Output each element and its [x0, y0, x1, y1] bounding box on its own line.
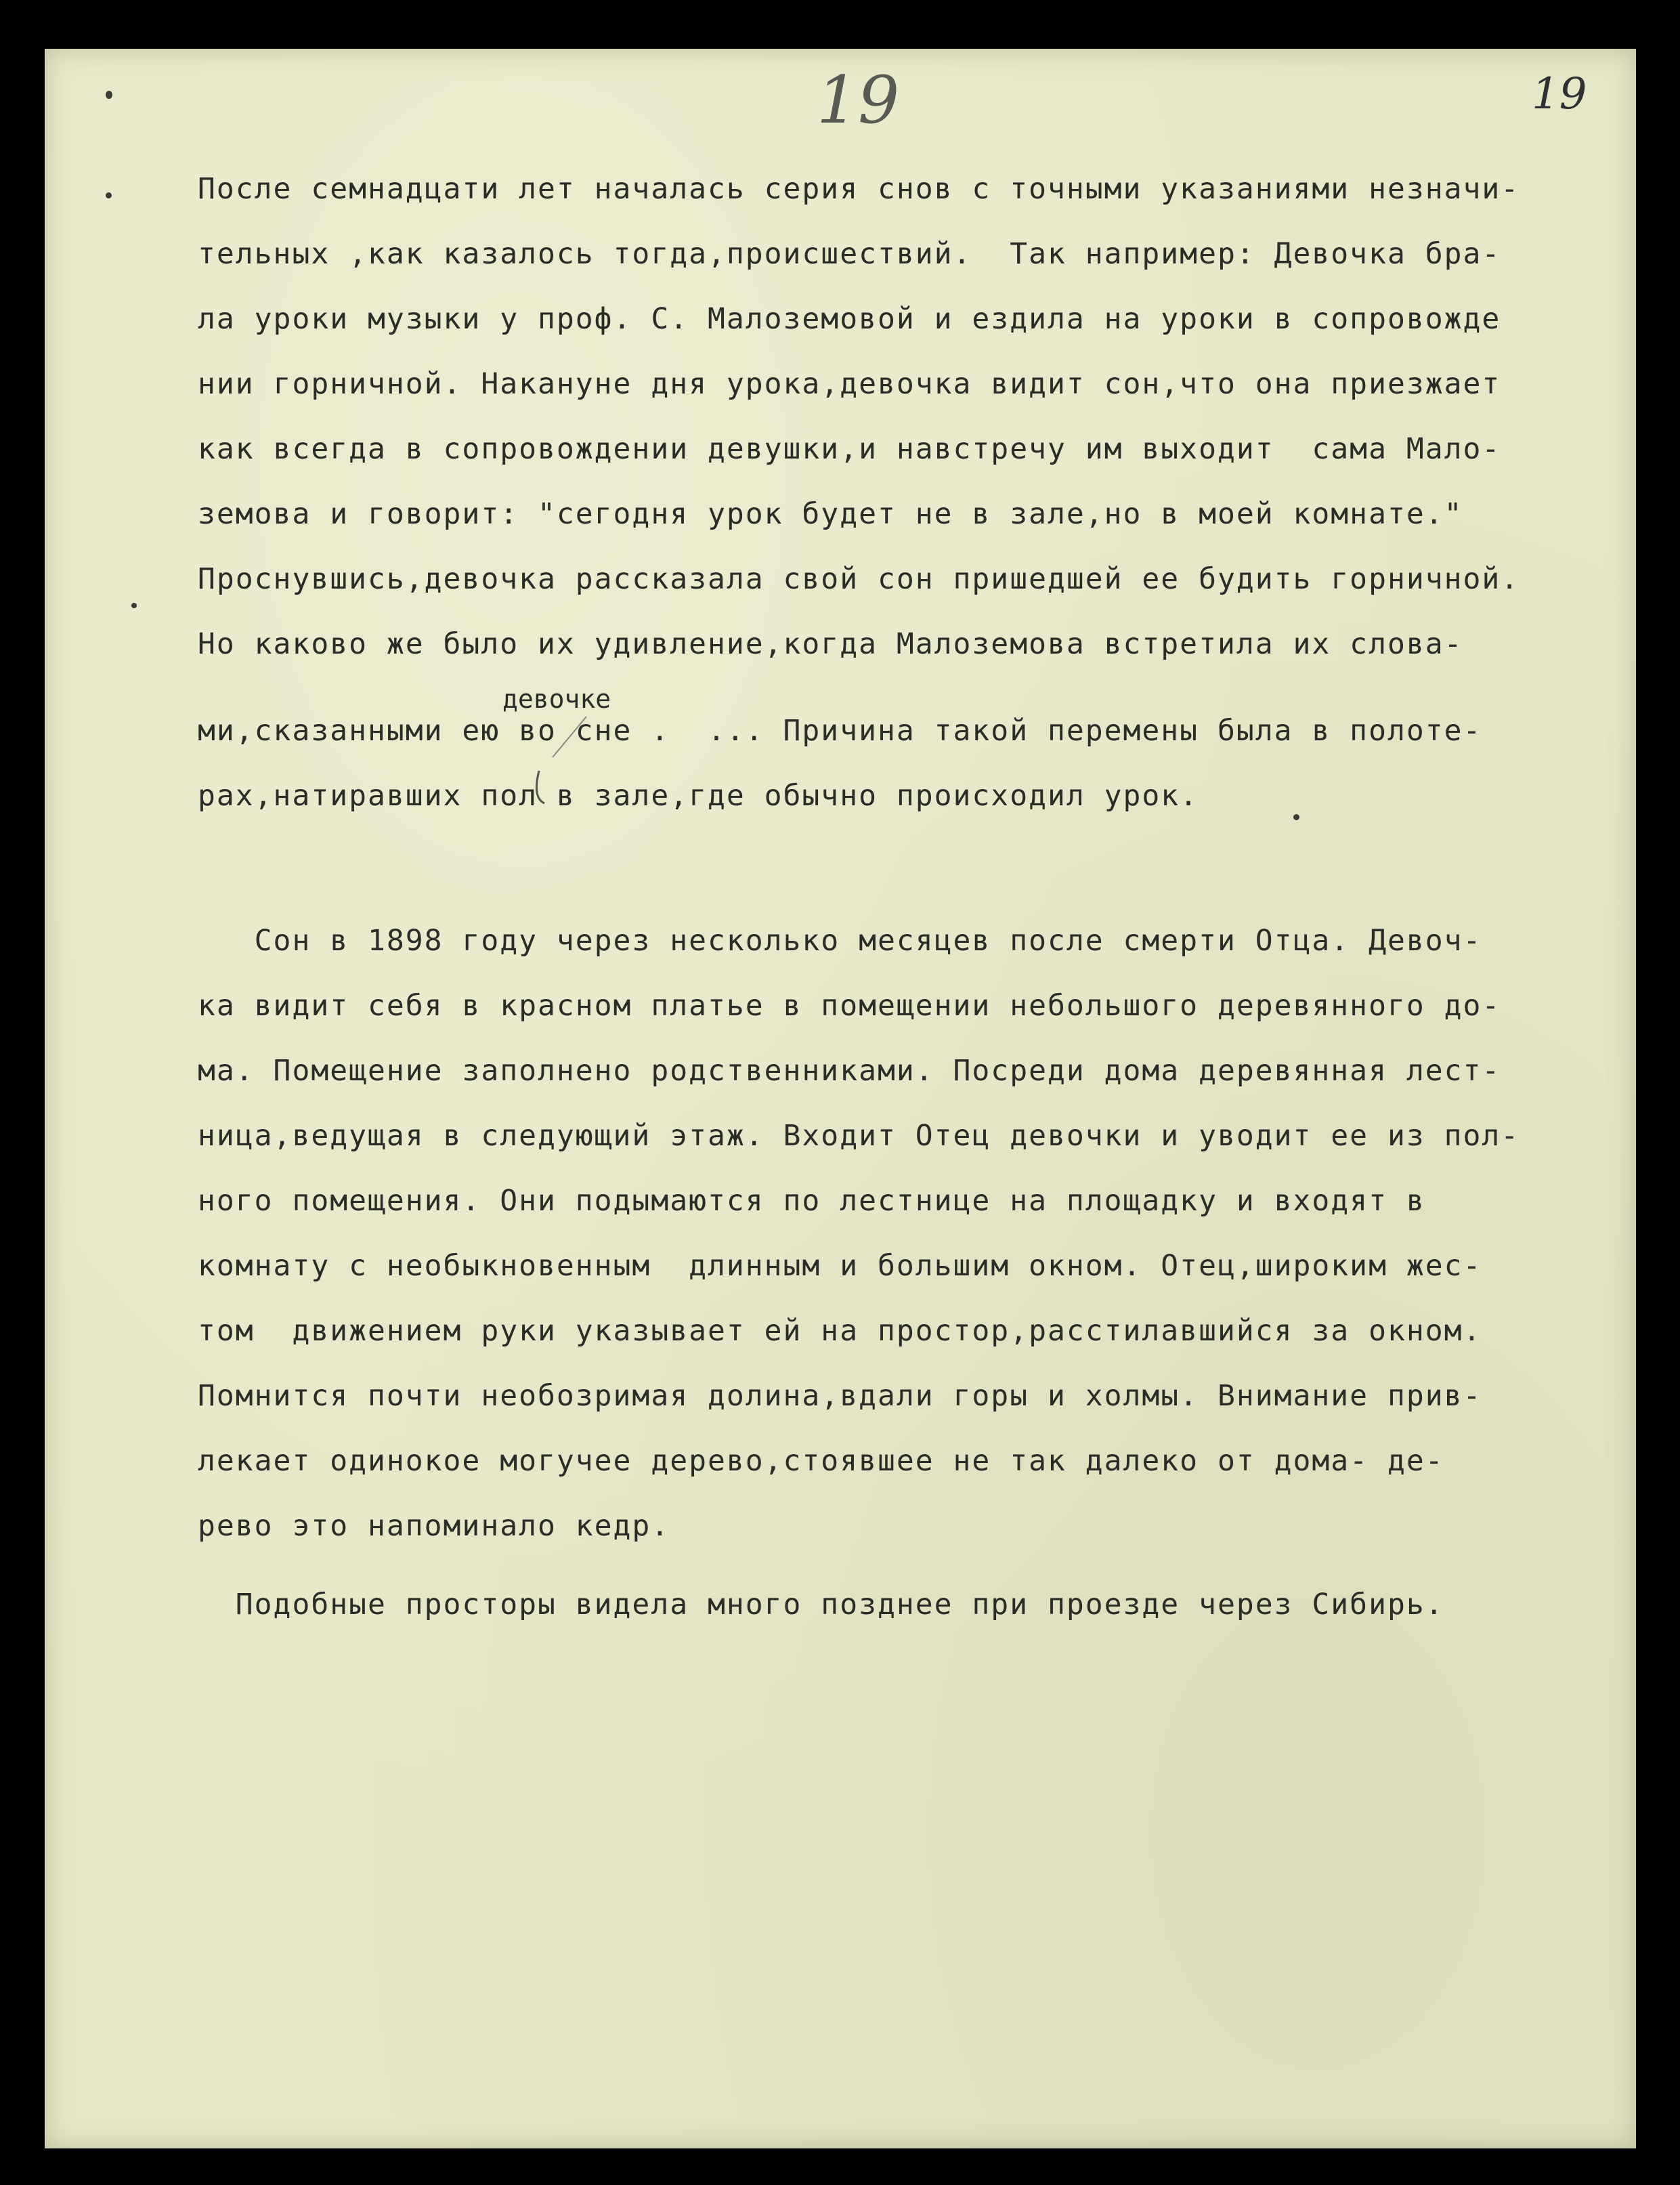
paragraph1-line: Но каково же было их удивление,когда Малоземова встретила их слова-: [198, 627, 1463, 661]
paragraph2-line: Сон в 1898 году через несколько месяцев после смерти Отца. Девоч-: [198, 924, 1482, 958]
paragraph2-line: комнату с необыкновенным длинным и большим окном. Отец,широким жес-: [198, 1249, 1482, 1283]
stamped-folio-number: 19: [1532, 69, 1587, 119]
paragraph3-line: Подобные просторы видела много позднее при проезде через Сибирь.: [198, 1588, 1444, 1621]
interlinear-insertion: девочке: [502, 684, 611, 714]
paragraph1-line: земова и говорит: "сегодня урок будет не в зале,но в моей комнате.": [198, 497, 1463, 531]
document-page: [45, 49, 1636, 2148]
paragraph2-line: ного помещения. Они подымаются по лестнице на площадку и входят в: [198, 1184, 1425, 1218]
paragraph2-line: ма. Помещение заполнено родственниками. Посреди дома деревянная лест-: [198, 1054, 1501, 1088]
paragraph1-line: Проснувшись,девочка рассказала свой сон пришедшей ее будить горничной.: [198, 562, 1520, 596]
paragraph2-line: лекает одинокое могучее дерево,стоявшее не так далеко от дома- де-: [198, 1444, 1444, 1478]
margin-mark: [106, 91, 112, 99]
paragraph1-line: нии горничной. Накануне дня урока,девочка видит сон,что она приезжает: [198, 367, 1501, 401]
paragraph1-line: как всегда в сопровождении девушки,и навстречу им выходит сама Мало-: [198, 432, 1501, 466]
paragraph1-line: ла уроки музыки у проф. С. Малоземовой и ездила на уроки в сопровожде: [198, 302, 1501, 336]
margin-mark: [131, 603, 137, 608]
paragraph2-line: том движением руки указывает ей на простор,расстилавшийся за окном.: [198, 1314, 1482, 1348]
margin-mark: [106, 192, 112, 198]
paragraph1-line: ми,сказанными ею во сне . ... Причина такой перемены была в полоте-: [198, 714, 1482, 748]
paragraph2-line: Помнится почти необозримая долина,вдали горы и холмы. Внимание прив-: [198, 1379, 1482, 1413]
paragraph1-line: рах,натиравших пол в зале,где обычно происходил урок.: [198, 779, 1199, 813]
handwritten-folio-number: 19: [817, 62, 900, 138]
paragraph1-line: тельных ,как казалось тогда,происшествий. Так например: Девочка бра-: [198, 237, 1501, 271]
paragraph2-line: ница,ведущая в следующий этаж. Входит Отец девочки и уводит ее из пол-: [198, 1119, 1520, 1153]
paragraph2-line: ка видит себя в красном платье в помещении небольшого деревянного до-: [198, 989, 1501, 1023]
paragraph2-line: рево это напоминало кедр.: [198, 1509, 670, 1543]
margin-mark: [1293, 814, 1299, 820]
paragraph1-line: После семнадцати лет началась серия снов с точными указаниями незначи-: [198, 172, 1520, 206]
